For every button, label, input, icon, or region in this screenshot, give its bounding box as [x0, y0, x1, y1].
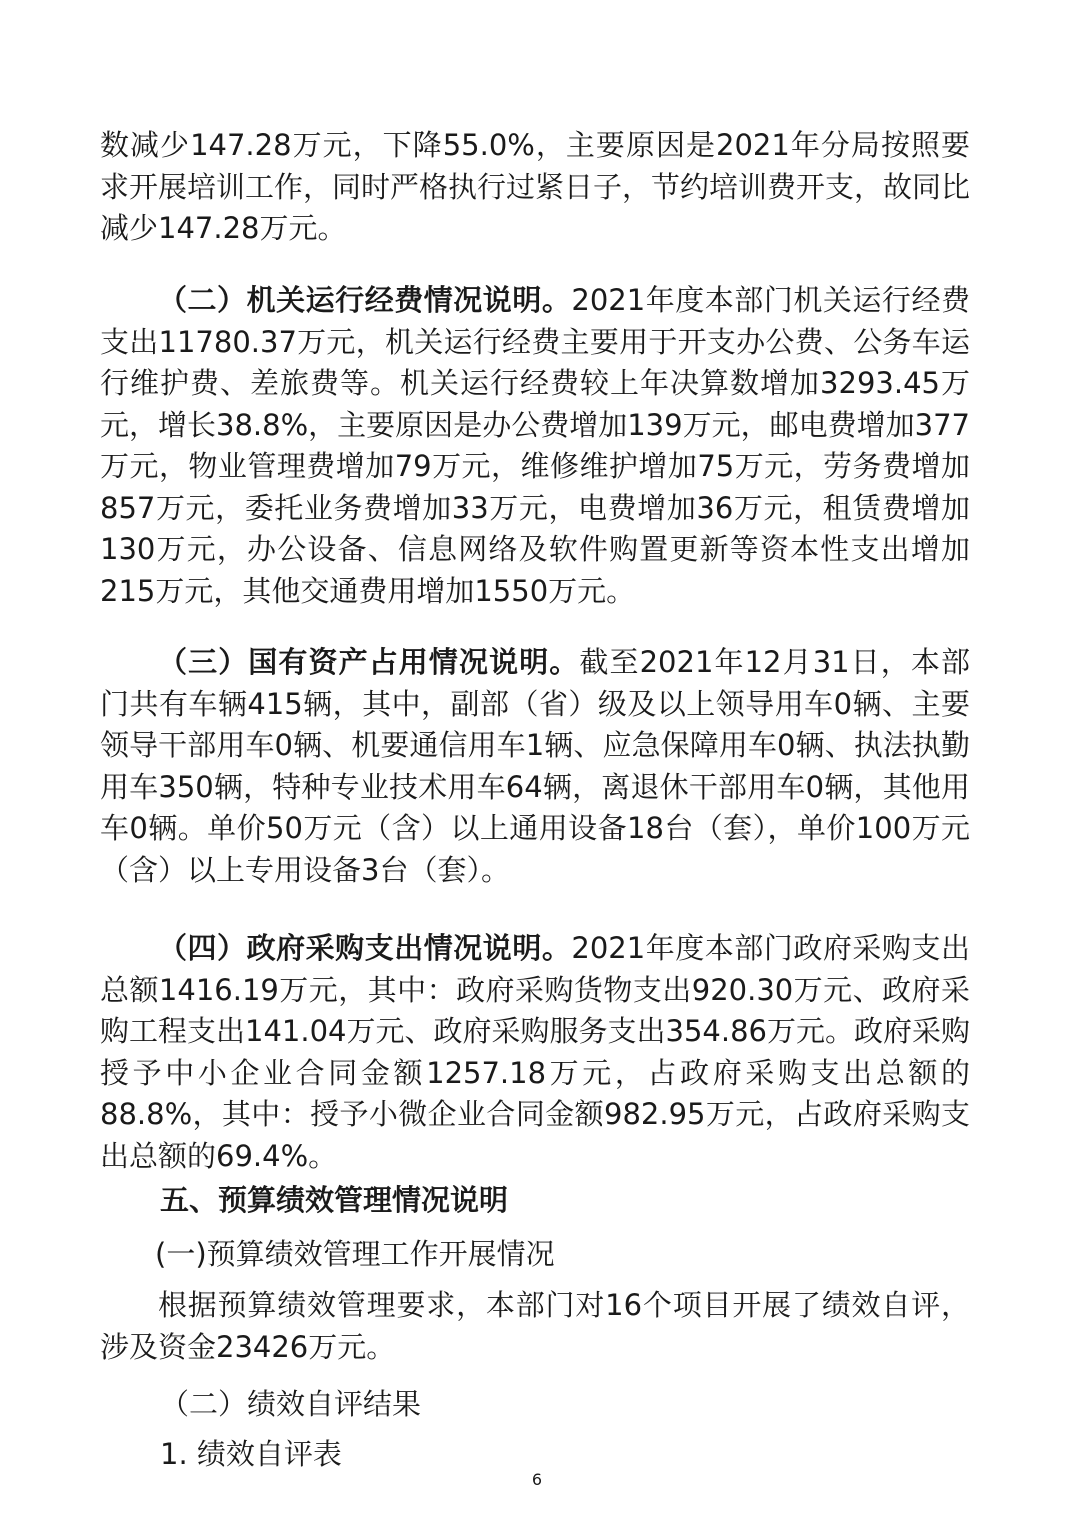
paragraph-operating-costs [100, 280, 970, 612]
page-number: 6 [531, 1470, 543, 1489]
paragraph-lead: （四）政府采购支出情况说明。 [158, 931, 572, 965]
paragraph-lead: （二）机关运行经费情况说明。 [158, 283, 572, 317]
paragraph-text: 2021年度本部门政府采购支出总额1416.19万元，其中：政府采购货物支出920.30万元、政府采购工程支出141.04万元、政府采购服务支出354.86万元。政府采购授予中小企业合同金额1257.18万元，占政府采购支出总额的88.8%，其中：授予小微企业合同金额982.95万元，占政府采购支出总额的69.4%。 [100, 931, 970, 1173]
subheading-performance-work: (一)预算绩效管理工作开展情况 [155, 1237, 555, 1271]
paragraph-text: 2021年度本部门机关运行经费支出11780.37万元，机关运行经费主要用于开支办公费、公务车运行维护费、差旅费等。机关运行经费较上年决算数增加3293.45万元，增长38.8%，主要原因是办公费增加139万元，邮电费增加377万元，物业管理费增加79万元，维修维护增加75万元，劳务费增加857万元，委托业务费增加33万元，电费增加36万元，租赁费增加130万元，办公设备、信息网络及软件购置更新等资本性支出增加215万元，其他交通费用增加1550万元。 [100, 283, 970, 608]
paragraph-training-cost [100, 125, 970, 250]
paragraph-text: 数减少147.28万元，下降55.0%，主要原因是2021年分局按照要求开展培训工作，同时严格执行过紧日子，节约培训费开支，故同比减少147.28万元。 [100, 128, 971, 245]
paragraph-state-assets [100, 642, 970, 891]
paragraph-lead: （三）国有资产占用情况说明。 [158, 645, 580, 679]
paragraph-self-evaluation [100, 1285, 970, 1368]
subheading-evaluation-table: 1. 绩效自评表 [160, 1437, 342, 1471]
paragraph-text: 截至2021年12月31日，本部门共有车辆415辆，其中，副部（省）级及以上领导用车0辆、主要领导干部用车0辆、机要通信用车1辆、应急保障用车0辆、执法执勤用车350辆，特种专业技术用车64辆，离退休干部用车0辆，其他用车0辆。单价50万元（含）以上通用设备18台（套），单价100万元（含）以上专用设备3台（套）。 [100, 645, 970, 887]
subheading-evaluation-results: （二）绩效自评结果 [160, 1387, 422, 1421]
paragraph-procurement [100, 928, 970, 1177]
paragraph-text: 根据预算绩效管理要求，本部门对16个项目开展了绩效自评，涉及资金23426万元。 [100, 1288, 970, 1364]
section-heading: 五、预算绩效管理情况说明 [160, 1183, 509, 1217]
